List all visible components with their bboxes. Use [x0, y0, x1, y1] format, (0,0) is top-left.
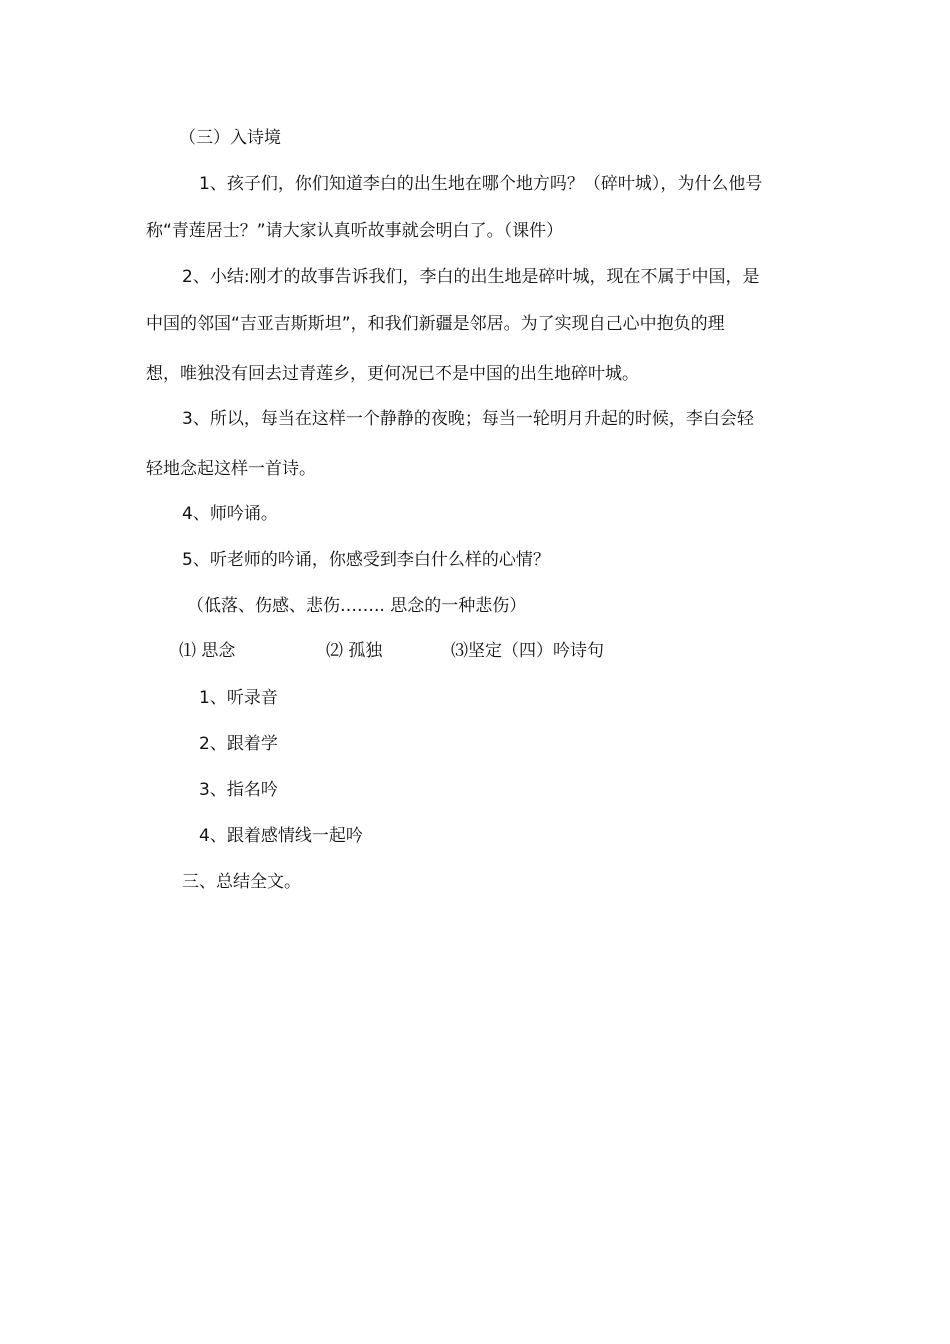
paragraph-3-line-1: 3、所以，每当在这样一个静静的夜晚；每当一轮明月升起的时候，李白会轻	[182, 409, 754, 429]
step-item-1: 1、听录音	[199, 688, 278, 708]
section-heading: （三）入诗境	[179, 128, 281, 148]
feeling-item-2: ⑵ 孤独	[326, 641, 383, 661]
paragraph-1-line-1: 1、孩子们，你们知道李白的出生地在哪个地方吗？（碎叶城），为什么他号	[199, 174, 763, 194]
paragraph-5-answer: （低落、伤感、悲伤…….. 思念的一种悲伤）	[187, 596, 527, 616]
feeling-item-1: ⑴ 思念	[179, 641, 236, 661]
paragraph-2-line-1: 2、小结:刚才的故事告诉我们，李白的出生地是碎叶城，现在不属于中国，是	[182, 267, 760, 287]
feeling-item-3: ⑶坚定（四）吟诗句	[451, 641, 604, 661]
step-item-2: 2、跟着学	[199, 734, 278, 754]
paragraph-5: 5、听老师的吟诵，你感受到李白什么样的心情？	[182, 550, 550, 570]
step-item-4: 4、跟着感情线一起吟	[199, 826, 363, 846]
paragraph-2-line-3: 想，唯独没有回去过青莲乡，更何况已不是中国的出生地碎叶城。	[146, 364, 639, 384]
step-item-3: 3、指名吟	[199, 780, 278, 800]
paragraph-4: 4、师吟诵。	[182, 504, 278, 524]
paragraph-3-line-2: 轻地念起这样一首诗。	[146, 459, 316, 479]
conclusion-heading: 三、总结全文。	[182, 872, 301, 892]
paragraph-2-line-2: 中国的邻国“吉亚吉斯斯坦”，和我们新疆是邻居。为了实现自己心中抱负的理	[146, 314, 725, 334]
paragraph-1-line-2: 称“青莲居士？”请大家认真听故事就会明白了。（课件）	[146, 221, 564, 241]
